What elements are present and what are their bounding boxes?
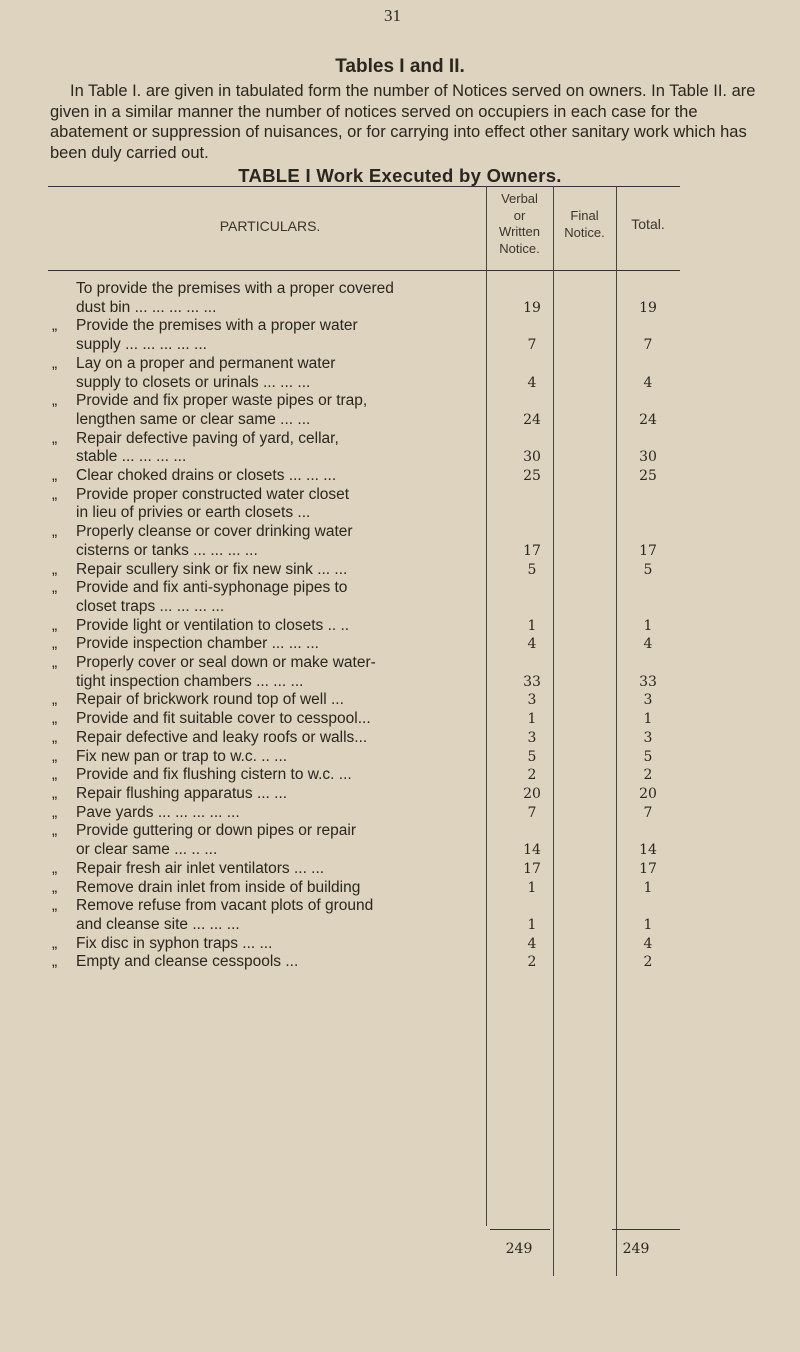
row-description: „ Provide and fix anti-syphonage pipes to closet traps ... ... ... ... — [52, 579, 348, 615]
row-description: „ Provide inspection chamber ... ... ... — [52, 635, 319, 653]
table-row — [52, 766, 678, 785]
table-row — [52, 355, 678, 392]
total-count: 4 — [643, 636, 653, 653]
total-count: 1 — [643, 879, 653, 896]
row-description: To provide the premises with a proper covered dust bin ... ... ... ... ... — [76, 280, 394, 316]
row-description: „ Provide guttering or down pipes or repair or clear same ... .. ... — [52, 822, 357, 859]
row-description: „ Remove refuse from vacant plots of ground and cleanse site ... ... ... — [52, 897, 374, 933]
row-description: „ Repair defective paving of yard, cellar, stable ... ... ... ... — [52, 429, 339, 466]
column-header-particulars: PARTICULARS. — [219, 218, 321, 234]
total-total-rule — [612, 1229, 680, 1230]
verbal-notice-count: 4 — [527, 374, 537, 391]
verbal-notice-count: 20 — [523, 785, 541, 802]
table-row — [52, 785, 678, 804]
verbal-notice-count: 3 — [527, 729, 537, 746]
total-count: 4 — [643, 374, 653, 391]
row-description: „ Lay on a proper and permanent water supply to closets or urinals ... ... ... — [52, 354, 336, 391]
verbal-notice-count: 7 — [527, 337, 537, 354]
total-count: 5 — [643, 561, 653, 578]
table-row — [52, 392, 678, 429]
row-description: „ Repair of brickwork round top of well ... — [52, 691, 344, 709]
verbal-notice-count: 2 — [527, 767, 537, 784]
row-description: „ Repair fresh air inlet ventilators ... ... — [52, 859, 325, 877]
table-row — [52, 561, 678, 580]
table-row — [52, 617, 678, 636]
verbal-notice-count: 5 — [527, 748, 537, 765]
table-body — [52, 280, 678, 972]
total-count: 5 — [643, 748, 653, 765]
row-description: „ Provide light or ventilation to closets .. .. — [52, 616, 350, 634]
table-row — [52, 523, 678, 560]
verbal-notice-count: 1 — [527, 916, 537, 933]
row-description: „ Repair defective and leaky roofs or walls... — [52, 728, 368, 746]
row-description: „ Fix new pan or trap to w.c. .. ... — [52, 747, 288, 765]
total-count: 3 — [643, 729, 653, 746]
intro-paragraph: In Table I. are given in tabulated form the number of Notices served on owners. In Table II. are given in a similar manner the number of notices served on occupiers in each case for the abatement or suppression of nuisances, or for carrying into effect other sanitary work which has been duly carried out. — [50, 82, 756, 162]
total-count: 4 — [643, 935, 653, 952]
row-description: „ Properly cover or seal down or make water- tight inspection chambers ... ... ... — [52, 654, 376, 690]
table-row — [52, 953, 678, 972]
total-count: 25 — [639, 468, 657, 485]
total-count: 30 — [639, 449, 657, 466]
table-row — [52, 879, 678, 898]
row-description: „ Clear choked drains or closets ... ... ... — [52, 467, 337, 485]
table-row — [52, 729, 678, 748]
verbal-notice-count: 3 — [527, 692, 537, 709]
table-row — [52, 486, 678, 523]
total-count: 19 — [639, 299, 657, 316]
row-description: „ Provide and fit suitable cover to cesspool... — [52, 710, 371, 728]
table-row — [52, 280, 678, 317]
verbal-notice-count: 4 — [527, 935, 537, 952]
verbal-notice-count: 1 — [527, 617, 537, 634]
column-header-total: Total. — [631, 216, 665, 232]
table-row — [52, 467, 678, 486]
table-row — [52, 710, 678, 729]
total-count: 2 — [643, 954, 653, 971]
row-description: „ Provide and fix proper waste pipes or trap, lengthen same or clear same ... ... — [52, 392, 368, 428]
row-description: „ Repair flushing apparatus ... ... — [52, 784, 288, 802]
page-number: 31 — [384, 6, 401, 25]
table-top-rule — [48, 186, 680, 187]
verbal-notice-count: 7 — [527, 804, 537, 821]
row-description: „ Provide and fix flushing cistern to w.c. ... — [52, 766, 352, 784]
total-count: 17 — [639, 542, 657, 559]
grand-total: 249 — [622, 1241, 650, 1257]
table-row — [52, 691, 678, 710]
table-row — [52, 822, 678, 859]
row-description: „ Pave yards ... ... ... ... ... — [52, 803, 240, 821]
table-row — [52, 317, 678, 354]
verbal-notice-count: 17 — [523, 542, 541, 559]
verbal-total: 249 — [505, 1241, 533, 1257]
table-row — [52, 897, 678, 934]
row-description: „ Fix disc in syphon traps ... ... — [52, 934, 273, 952]
total-count: 1 — [643, 711, 653, 728]
total-count: 24 — [639, 411, 657, 428]
total-count: 7 — [643, 337, 653, 354]
table-row — [52, 654, 678, 691]
page-heading: Tables I and II. — [335, 56, 465, 77]
table-title: TABLE I Work Executed by Owners. — [238, 165, 562, 186]
row-description: „ Remove drain inlet from inside of building — [52, 878, 361, 896]
verbal-notice-count: 14 — [523, 842, 541, 859]
row-description: „ Empty and cleanse cesspools ... — [52, 953, 299, 971]
column-header-verbal: Verbal or Written Notice. — [499, 191, 540, 256]
table-row — [52, 430, 678, 467]
verbal-notice-count: 2 — [527, 954, 537, 971]
verbal-notice-count: 24 — [523, 411, 541, 428]
column-header-final: Final Notice. — [564, 208, 605, 240]
verbal-notice-count: 1 — [527, 879, 537, 896]
verbal-notice-count: 17 — [523, 860, 541, 877]
header-bottom-rule — [48, 270, 680, 271]
total-count: 33 — [639, 673, 657, 690]
row-description: „ Provide proper constructed water closet in lieu of privies or earth closets ... — [52, 485, 350, 522]
table-row — [52, 804, 678, 823]
verbal-notice-count: 30 — [523, 449, 541, 466]
total-count: 17 — [639, 860, 657, 877]
verbal-notice-count: 33 — [523, 673, 541, 690]
total-count: 2 — [643, 767, 653, 784]
verbal-notice-count: 19 — [523, 299, 541, 316]
total-count: 3 — [643, 692, 653, 709]
table-row — [52, 860, 678, 879]
table-row — [52, 935, 678, 954]
row-description: „ Provide the premises with a proper water supply ... ... ... ... ... — [52, 317, 358, 354]
verbal-notice-count: 5 — [527, 561, 537, 578]
total-count: 14 — [639, 842, 657, 859]
verbal-notice-count: 25 — [523, 468, 541, 485]
total-count: 7 — [643, 804, 653, 821]
total-count: 1 — [643, 916, 653, 933]
row-description: „ Properly cleanse or cover drinking water cisterns or tanks ... ... ... ... — [52, 523, 353, 559]
table-row — [52, 748, 678, 767]
verbal-notice-count: 4 — [527, 636, 537, 653]
table-row — [52, 635, 678, 654]
row-description: „ Repair scullery sink or fix new sink ... ... — [52, 560, 348, 578]
verbal-total-rule — [490, 1229, 550, 1230]
total-count: 20 — [639, 785, 657, 802]
verbal-notice-count: 1 — [527, 711, 537, 728]
table-row — [52, 579, 678, 616]
total-count: 1 — [643, 617, 653, 634]
